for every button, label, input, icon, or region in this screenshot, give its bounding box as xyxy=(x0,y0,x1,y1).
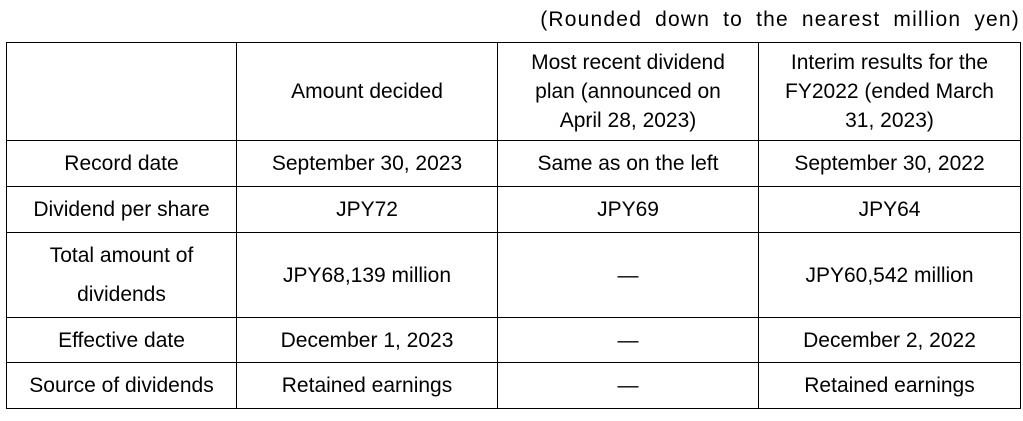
cell-recent-plan: ― xyxy=(498,233,759,318)
cell-interim-prior: Retained earnings xyxy=(759,363,1021,409)
cell-recent-plan: Same as on the left xyxy=(498,141,759,187)
cell-recent-plan: JPY69 xyxy=(498,187,759,233)
cell-interim-prior: September 30, 2022 xyxy=(759,141,1021,187)
cell-interim-prior: JPY60,542 million xyxy=(759,233,1021,318)
cell-interim-prior: JPY64 xyxy=(759,187,1021,233)
cell-recent-plan: ― xyxy=(498,363,759,409)
cell-interim-prior: December 2, 2022 xyxy=(759,318,1021,363)
table-row xyxy=(7,233,1021,318)
table-row xyxy=(7,187,1021,233)
table-row xyxy=(7,318,1021,363)
header-interim-prior: Interim results for the FY2022 (ended March 31, 2023) xyxy=(759,43,1021,141)
row-label-source-of-dividends: Source of dividends xyxy=(7,363,237,409)
row-label-record-date: Record date xyxy=(7,141,237,187)
cell-amount-decided: Retained earnings xyxy=(237,363,498,409)
header-amount-decided: Amount decided xyxy=(237,43,498,141)
dividend-table xyxy=(6,42,1021,409)
table-row xyxy=(7,363,1021,409)
row-label-total-amount: Total amount of dividends xyxy=(7,233,237,318)
cell-recent-plan: ― xyxy=(498,318,759,363)
cell-amount-decided: September 30, 2023 xyxy=(237,141,498,187)
cell-amount-decided: JPY72 xyxy=(237,187,498,233)
header-blank-cell xyxy=(7,43,237,141)
table-header-row xyxy=(7,43,1021,141)
row-label-effective-date: Effective date xyxy=(7,318,237,363)
cell-amount-decided: December 1, 2023 xyxy=(237,318,498,363)
row-label-dividend-per-share: Dividend per share xyxy=(7,187,237,233)
rounding-note: (Rounded down to the nearest million yen) xyxy=(540,8,1020,31)
table-row xyxy=(7,141,1021,187)
header-recent-plan: Most recent dividend plan (announced on April 28, 2023) xyxy=(498,43,759,141)
cell-amount-decided: JPY68,139 million xyxy=(237,233,498,318)
